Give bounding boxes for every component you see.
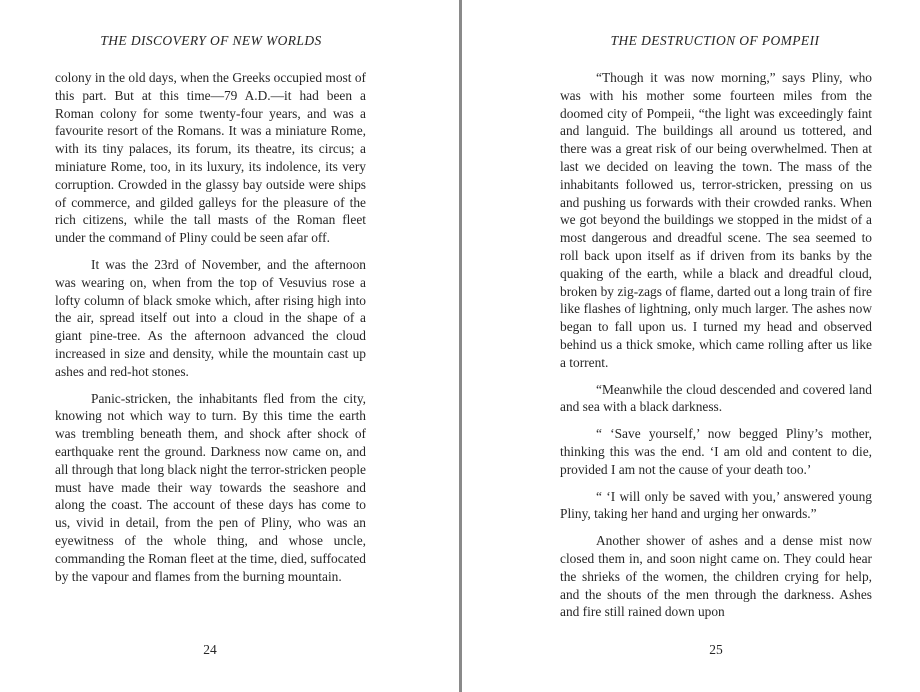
- paragraph: “ ‘I will only be saved with you,’ answered young Pliny, taking her hand and urging her onwards.”: [560, 488, 872, 522]
- running-head-left: THE DISCOVERY OF NEW WORLDS: [100, 33, 322, 48]
- left-page-body: [55, 69, 366, 594]
- paragraph: “Meanwhile the cloud descended and covered land and sea with a black darkness.: [560, 381, 872, 415]
- paragraph: “ ‘Save yourself,’ now begged Pliny’s mother, thinking this was the end. ‘I am old and content to die, provided I am not the cause of your death too.’: [560, 426, 872, 477]
- paragraph: colony in the old days, when the Greeks occupied most of this part. But at this time—79 A.D.—it had been a Roman colony for some twenty-four years, and was a favourite resort of the Romans. It was a miniature Rome, with its tiny palaces, its forum, its theatre, its circus; a miniature Rome, too, in its luxury, its indolence, its very corruption. Crowded in the glassy bay outside were ships of commerce, and gilded galleys for the pleasure of the rich citizens, while the tall masts of the Roman fleet under the command of Pliny could be seen afar off.: [55, 70, 366, 246]
- paragraph: It was the 23rd of November, and the afternoon was wearing on, when from the top of Vesuvius rose a lofty column of black smoke which, after rising high into the air, spread itself out into a cloud in the shape of a giant pine-tree. As the afternoon advanced the cloud increased in size and density, while the mountain cast up ashes and red-hot stones.: [55, 256, 366, 379]
- right-page: [462, 0, 920, 692]
- running-head-right: THE DESTRUCTION OF POMPEII: [610, 33, 820, 48]
- left-page: [0, 0, 459, 692]
- page-number-left: 24: [203, 642, 217, 657]
- right-page-body: [560, 69, 872, 630]
- paragraph: Another shower of ashes and a dense mist now closed them in, and soon night came on. They could hear the shrieks of the women, the children crying for help, and the shouts of the men through the darkness. Ashes and fire still rained down upon: [560, 533, 872, 620]
- page-number-right: 25: [709, 642, 723, 657]
- paragraph: Panic-stricken, the inhabitants fled from the city, knowing not which way to turn. By this time the earth was trembling beneath them, and shock after shock of earthquake rent the ground. Darkness now came on, and all through that long black night the terror-stricken people must have made their way towards the seashore and along the coast. The account of these days has come to us, vivid in detail, from the pen of Pliny, who was an eyewitness of the whole thing, and whose uncle, commanding the Roman fleet at the time, died, suffocated by the vapour and flames from the burning mountain.: [55, 390, 366, 584]
- paragraph: “Though it was now morning,” says Pliny, who was with his mother some fourteen miles from the doomed city of Pompeii, “the light was exceedingly faint and languid. The buildings all around us tottered, and there was a great risk of our being overwhelmed. Then at last we decided on leaving the town. The mass of the inhabitants followed us, terror-stricken, pressing on us and pushing us forwards with their crowded ranks. When we got beyond the buildings we stopped in the midst of a most dangerous and dreadful scene. The sea seemed to roll back upon itself as if driven from its banks by the quaking of the earth, while a black and dreadful cloud, broken by zig-zags of flame, darted out a long train of fire like flashes of lightning, only much larger. The ashes now began to fall upon us. I turned my head and observed behind us a thick smoke, which came rolling after us like a torrent.: [560, 70, 872, 370]
